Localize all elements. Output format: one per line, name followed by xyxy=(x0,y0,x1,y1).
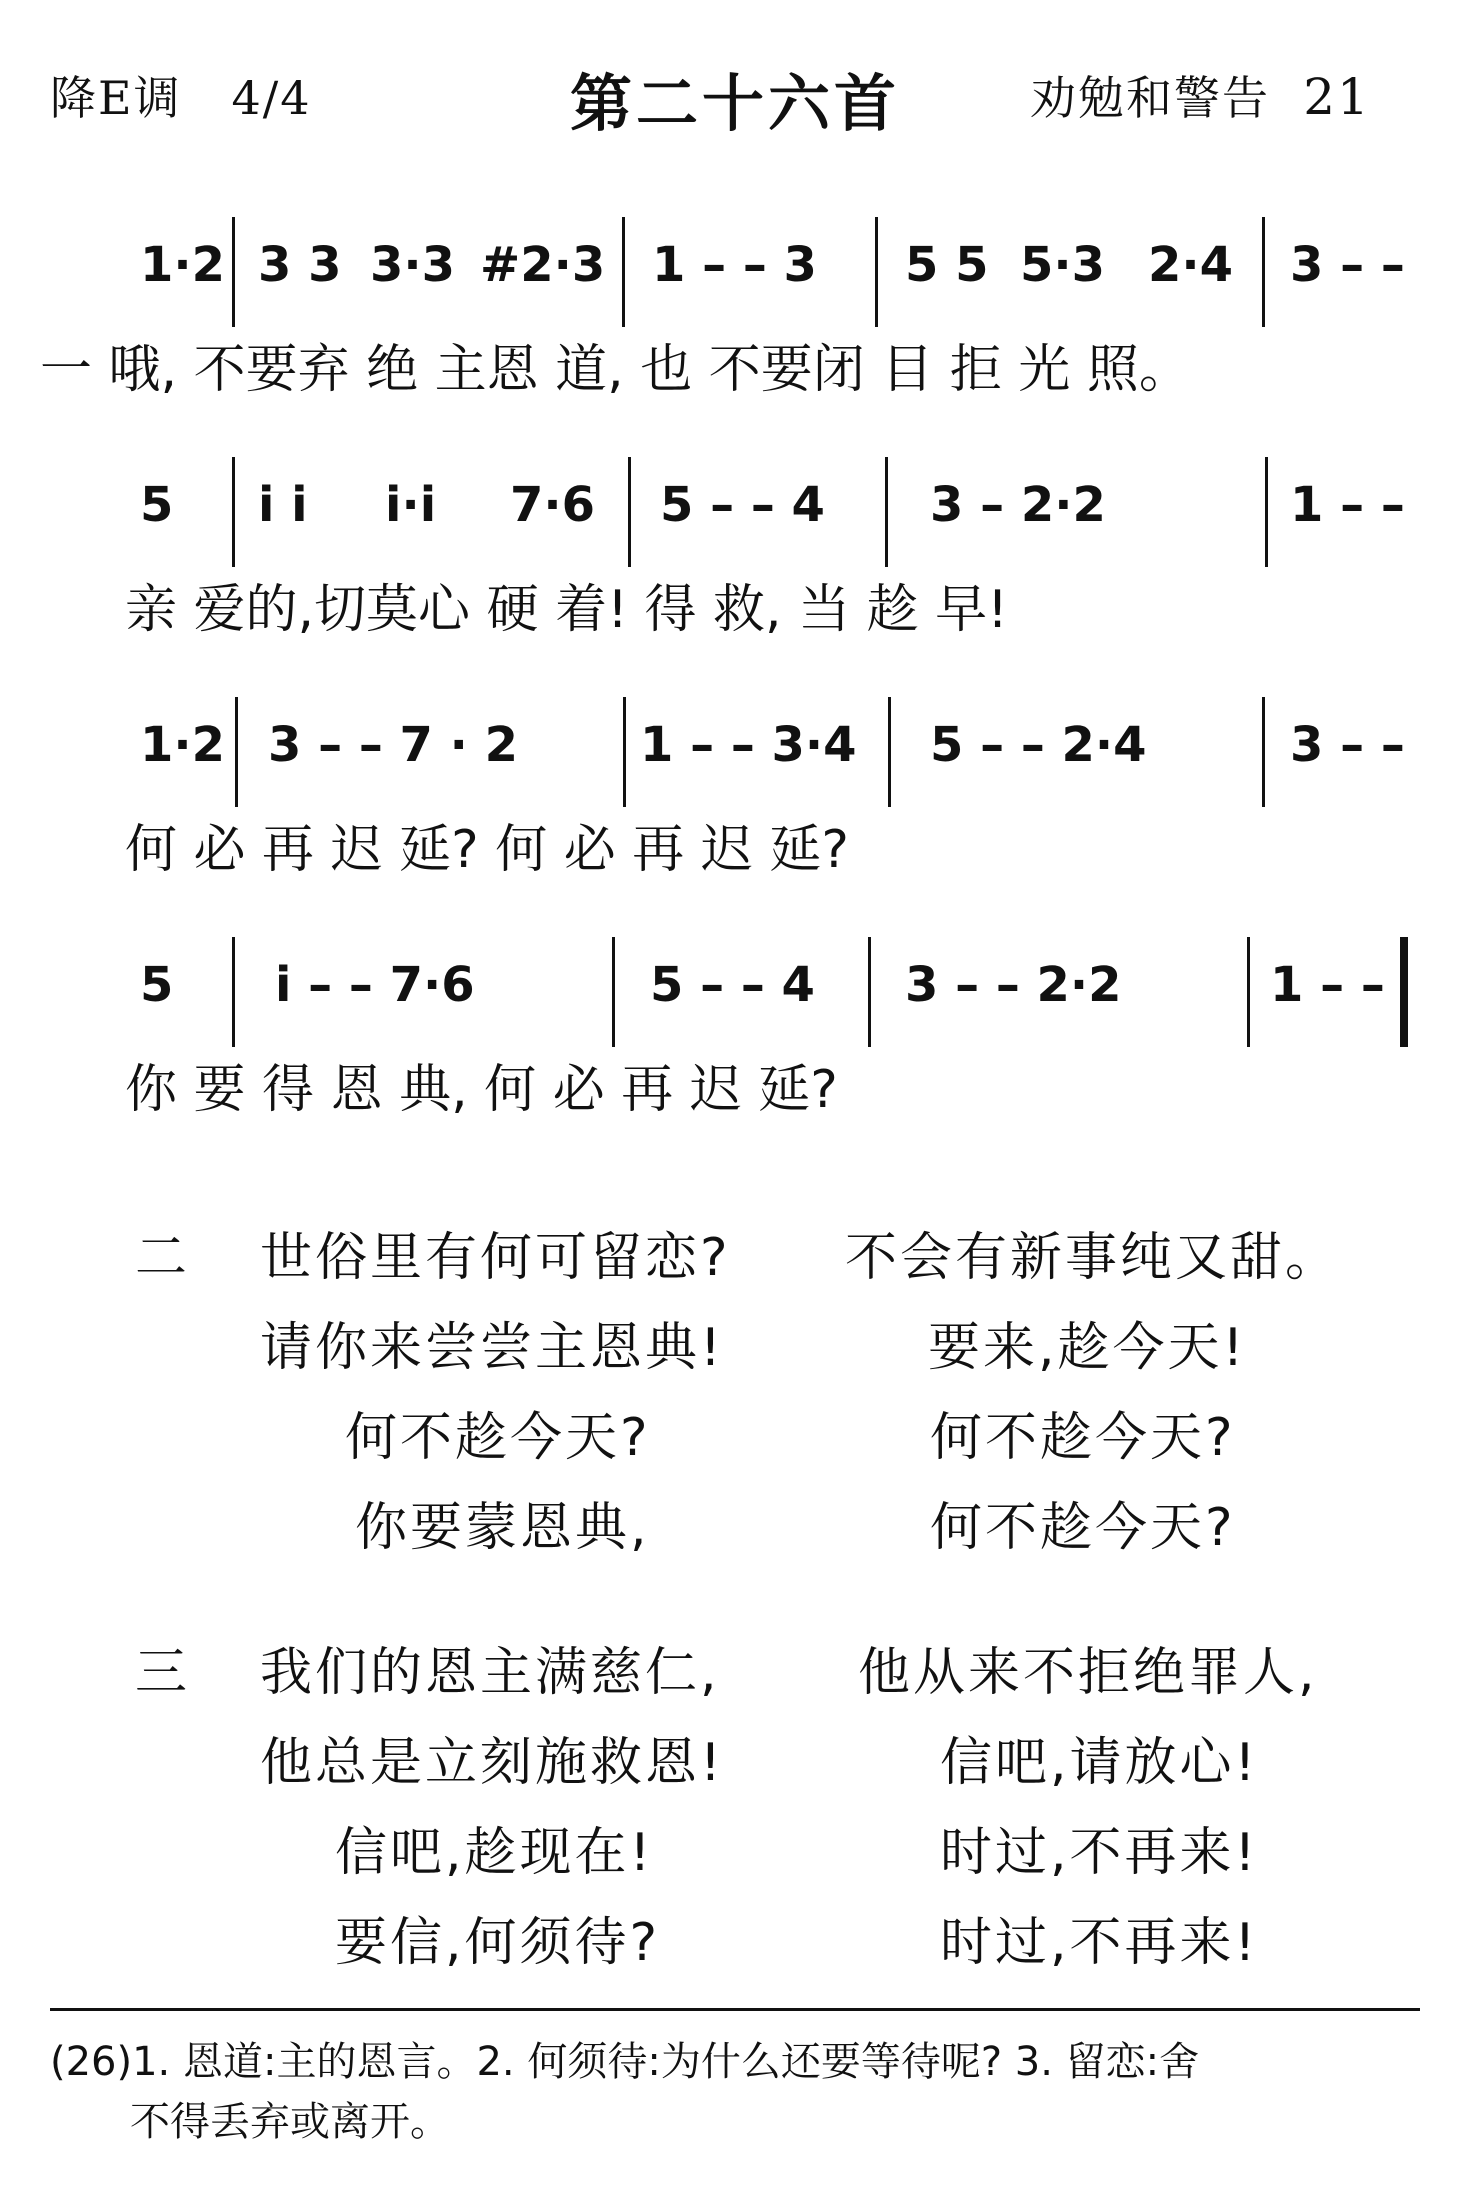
verse-line: 请你来尝尝主恩典! xyxy=(260,1318,724,1378)
lyrics: 何 必 再 迟 延? 何 必 再 迟 延? xyxy=(125,820,849,880)
bar-line xyxy=(623,697,626,807)
score-line-4 xyxy=(0,945,1470,1120)
bar-line xyxy=(232,937,235,1047)
bar-line xyxy=(885,457,888,567)
footnote-divider xyxy=(50,2008,1420,2011)
notes: 5 xyxy=(140,957,174,1013)
bar-line xyxy=(232,217,235,327)
lyrics: 一 哦, 不要弃 绝 主恩 道, 也 不要闭 目 拒 光 照。 xyxy=(40,340,1191,400)
category-label: 劝勉和警告 21 xyxy=(1030,68,1371,126)
notes: i·i xyxy=(385,477,437,533)
notes: 7·6 xyxy=(510,477,596,533)
notes-pickup: 1·2 xyxy=(140,237,226,293)
notes: 3 – 2·2 xyxy=(930,477,1106,533)
notes: 5·3 xyxy=(1020,237,1106,293)
score-line-3 xyxy=(0,705,1470,880)
notes: 1 – – 3 xyxy=(652,237,817,293)
verse-line: 要信,何须待? xyxy=(335,1913,661,1973)
bar-line xyxy=(622,217,625,327)
song-title: 第二十六首 xyxy=(569,67,900,140)
verse-line: 信吧,趁现在! xyxy=(335,1823,654,1883)
bar-line xyxy=(888,697,891,807)
verse-line: 何不趁今天? xyxy=(930,1498,1236,1558)
verse-line: 他总是立刻施救恩! xyxy=(260,1733,724,1793)
verse-number: 三 xyxy=(135,1643,188,1703)
verse-line: 何不趁今天? xyxy=(930,1408,1236,1468)
bar-line xyxy=(1247,937,1250,1047)
bar-line xyxy=(235,697,238,807)
bar-line xyxy=(232,457,235,567)
verse-line: 信吧,请放心! xyxy=(940,1733,1259,1793)
notes: 3 – – xyxy=(1290,237,1405,293)
verse-number: 二 xyxy=(135,1228,188,1288)
notes-pickup: 1·2 xyxy=(140,717,226,773)
key-signature: 降E调 4/4 xyxy=(50,71,312,125)
notes: 2·4 xyxy=(1148,237,1234,293)
verse-line: 时过,不再来! xyxy=(940,1913,1259,1973)
notes: 5 – – 4 xyxy=(660,477,825,533)
notes: 3·3 xyxy=(370,237,456,293)
bar-line xyxy=(1262,217,1265,327)
notes: 3 – – 2·2 xyxy=(905,957,1122,1013)
bar-line xyxy=(1262,697,1265,807)
notes: 1 – – 3·4 xyxy=(640,717,857,773)
notes: 5 5 xyxy=(905,237,989,293)
final-bar-line xyxy=(1400,937,1408,1047)
notes: 5 – – 4 xyxy=(650,957,815,1013)
score-line-1 xyxy=(0,225,1470,400)
score-line-2 xyxy=(0,465,1470,640)
notes: 3 – – xyxy=(1290,717,1405,773)
notes: 3 – – 7 · 2 xyxy=(268,717,518,773)
notes: 1 – – xyxy=(1290,477,1405,533)
footnote-line-1: (26)1. 恩道:主的恩言。2. 何须待:为什么还要等待呢? 3. 留恋:舍 xyxy=(50,2039,1200,2085)
verse-line: 要来,趁今天! xyxy=(928,1318,1247,1378)
verse-line: 世俗里有何可留恋? xyxy=(260,1228,731,1288)
bar-line xyxy=(875,217,878,327)
verse-line: 你要蒙恩典, xyxy=(355,1498,650,1558)
lyrics: 亲 爱的,切莫心 硬 着! 得 救, 当 趁 早! xyxy=(125,580,1008,640)
bar-line xyxy=(628,457,631,567)
verse-line: 不会有新事纯又甜。 xyxy=(845,1228,1341,1288)
verse-line: 时过,不再来! xyxy=(940,1823,1259,1883)
bar-line xyxy=(1265,457,1268,567)
bar-line xyxy=(868,937,871,1047)
notes: i i xyxy=(258,477,308,533)
verse-line: 何不趁今天? xyxy=(345,1408,651,1468)
notes: 5 xyxy=(140,477,174,533)
lyrics: 你 要 得 恩 典, 何 必 再 迟 延? xyxy=(125,1060,838,1120)
bar-line xyxy=(612,937,615,1047)
verse-line: 我们的恩主满慈仁, xyxy=(260,1643,720,1703)
notes: 3 3 xyxy=(258,237,342,293)
notes: 5 – – 2·4 xyxy=(930,717,1147,773)
footnote-line-2: 不得丢弃或离开。 xyxy=(130,2099,450,2145)
notes: #2·3 xyxy=(480,237,606,293)
notes: 1 – – xyxy=(1270,957,1385,1013)
verse-line: 他从来不拒绝罪人, xyxy=(858,1643,1318,1703)
notes: i – – 7·6 xyxy=(275,957,475,1013)
